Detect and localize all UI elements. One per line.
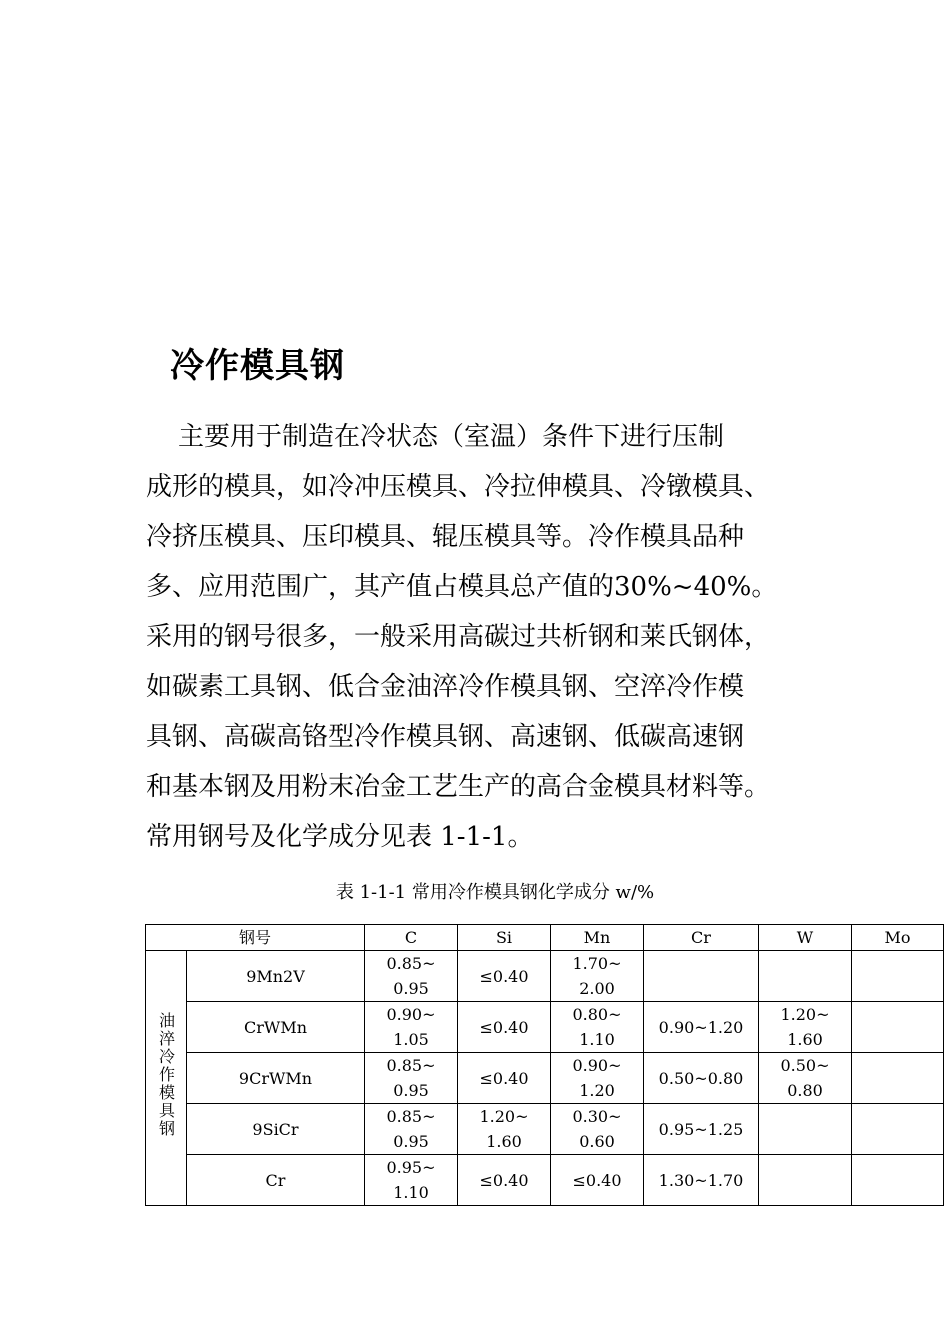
mn-value: 0.80~1.10 <box>572 1005 622 1049</box>
c-cell <box>365 1002 458 1053</box>
w-cell <box>759 1002 852 1053</box>
mn-value: 0.90~1.20 <box>572 1056 622 1100</box>
table-row <box>146 1104 944 1155</box>
mn-value: 1.70~2.00 <box>572 954 622 998</box>
header-mn: Mn <box>551 925 644 951</box>
cr-cell: 0.50~0.80 <box>644 1053 759 1104</box>
header-w: W <box>759 925 852 951</box>
paragraph-line: 如碳素工具钢、低合金油淬冷作模具钢、空淬冷作模 <box>146 672 745 702</box>
paragraph-line: 主要用于制造在冷状态（室温）条件下进行压制 <box>178 422 725 452</box>
cr-cell: 0.90~1.20 <box>644 1002 759 1053</box>
composition-table <box>145 924 944 1206</box>
c-value: 0.85~0.95 <box>386 1107 436 1151</box>
si-cell: ≤0.40 <box>458 1002 551 1053</box>
table-row <box>146 1155 944 1206</box>
c-value: 0.85~0.95 <box>386 1056 436 1100</box>
c-value: 0.95~1.10 <box>386 1158 436 1202</box>
document-title: 冷作模具钢 <box>170 346 345 386</box>
cr-cell: 1.30~1.70 <box>644 1155 759 1206</box>
grade-cell: 9CrWMn <box>187 1053 365 1104</box>
group-label: 油淬冷作模具钢 <box>156 1011 176 1138</box>
group-label-cell <box>146 951 187 1206</box>
mo-cell <box>852 1002 944 1053</box>
paragraph-line: 采用的钢号很多，一般采用高碳过共析钢和莱氏钢体， <box>146 622 771 652</box>
c-cell <box>365 1155 458 1206</box>
paragraph-line: 常用钢号及化学成分见表 1-1-1。 <box>146 822 534 852</box>
si-cell: ≤0.40 <box>458 1053 551 1104</box>
table-row <box>146 1002 944 1053</box>
grade-cell: Cr <box>187 1155 365 1206</box>
si-value: 1.20~1.60 <box>479 1107 529 1151</box>
mn-cell <box>551 951 644 1002</box>
grade-cell: CrWMn <box>187 1002 365 1053</box>
paragraph-line: 多、应用范围广，其产值占模具总产值的30%~40%。 <box>146 572 778 602</box>
header-si: Si <box>458 925 551 951</box>
mn-cell <box>551 1053 644 1104</box>
header-grade: 钢号 <box>146 925 365 951</box>
table-row <box>146 951 944 1002</box>
mo-cell <box>852 1053 944 1104</box>
paragraph-line: 冷挤压模具、压印模具、辊压模具等。冷作模具品种 <box>146 522 745 552</box>
table-row <box>146 1053 944 1104</box>
table-caption: 表 1-1-1 常用冷作模具钢化学成分 w/% <box>335 882 655 903</box>
si-cell: ≤0.40 <box>458 1155 551 1206</box>
header-c: C <box>365 925 458 951</box>
si-cell: ≤0.40 <box>458 951 551 1002</box>
grade-cell: 9Mn2V <box>187 951 365 1002</box>
cr-cell <box>644 951 759 1002</box>
c-value: 0.90~1.05 <box>386 1005 436 1049</box>
mn-cell <box>551 1002 644 1053</box>
w-cell <box>759 1104 852 1155</box>
paragraph-line: 具钢、高碳高铬型冷作模具钢、高速钢、低碳高速钢 <box>146 722 745 752</box>
mn-cell: ≤0.40 <box>551 1155 644 1206</box>
w-cell <box>759 1053 852 1104</box>
header-cr: Cr <box>644 925 759 951</box>
c-cell <box>365 1104 458 1155</box>
mo-cell <box>852 1155 944 1206</box>
cr-cell: 0.95~1.25 <box>644 1104 759 1155</box>
table-header-row <box>146 925 944 951</box>
si-cell <box>458 1104 551 1155</box>
w-value: 1.20~1.60 <box>780 1005 830 1049</box>
intro-paragraph <box>146 412 846 862</box>
c-value: 0.85~0.95 <box>386 954 436 998</box>
paragraph-line: 和基本钢及用粉末冶金工艺生产的高合金模具材料等。 <box>146 772 771 802</box>
header-mo: Mo <box>852 925 944 951</box>
mo-cell <box>852 951 944 1002</box>
c-cell <box>365 1053 458 1104</box>
paragraph-line: 成形的模具，如冷冲压模具、冷拉伸模具、冷镦模具、 <box>146 472 771 502</box>
w-cell <box>759 1155 852 1206</box>
mo-cell <box>852 1104 944 1155</box>
w-value: 0.50~0.80 <box>780 1056 830 1100</box>
mn-cell <box>551 1104 644 1155</box>
mn-value: 0.30~0.60 <box>572 1107 622 1151</box>
c-cell <box>365 951 458 1002</box>
w-cell <box>759 951 852 1002</box>
grade-cell: 9SiCr <box>187 1104 365 1155</box>
